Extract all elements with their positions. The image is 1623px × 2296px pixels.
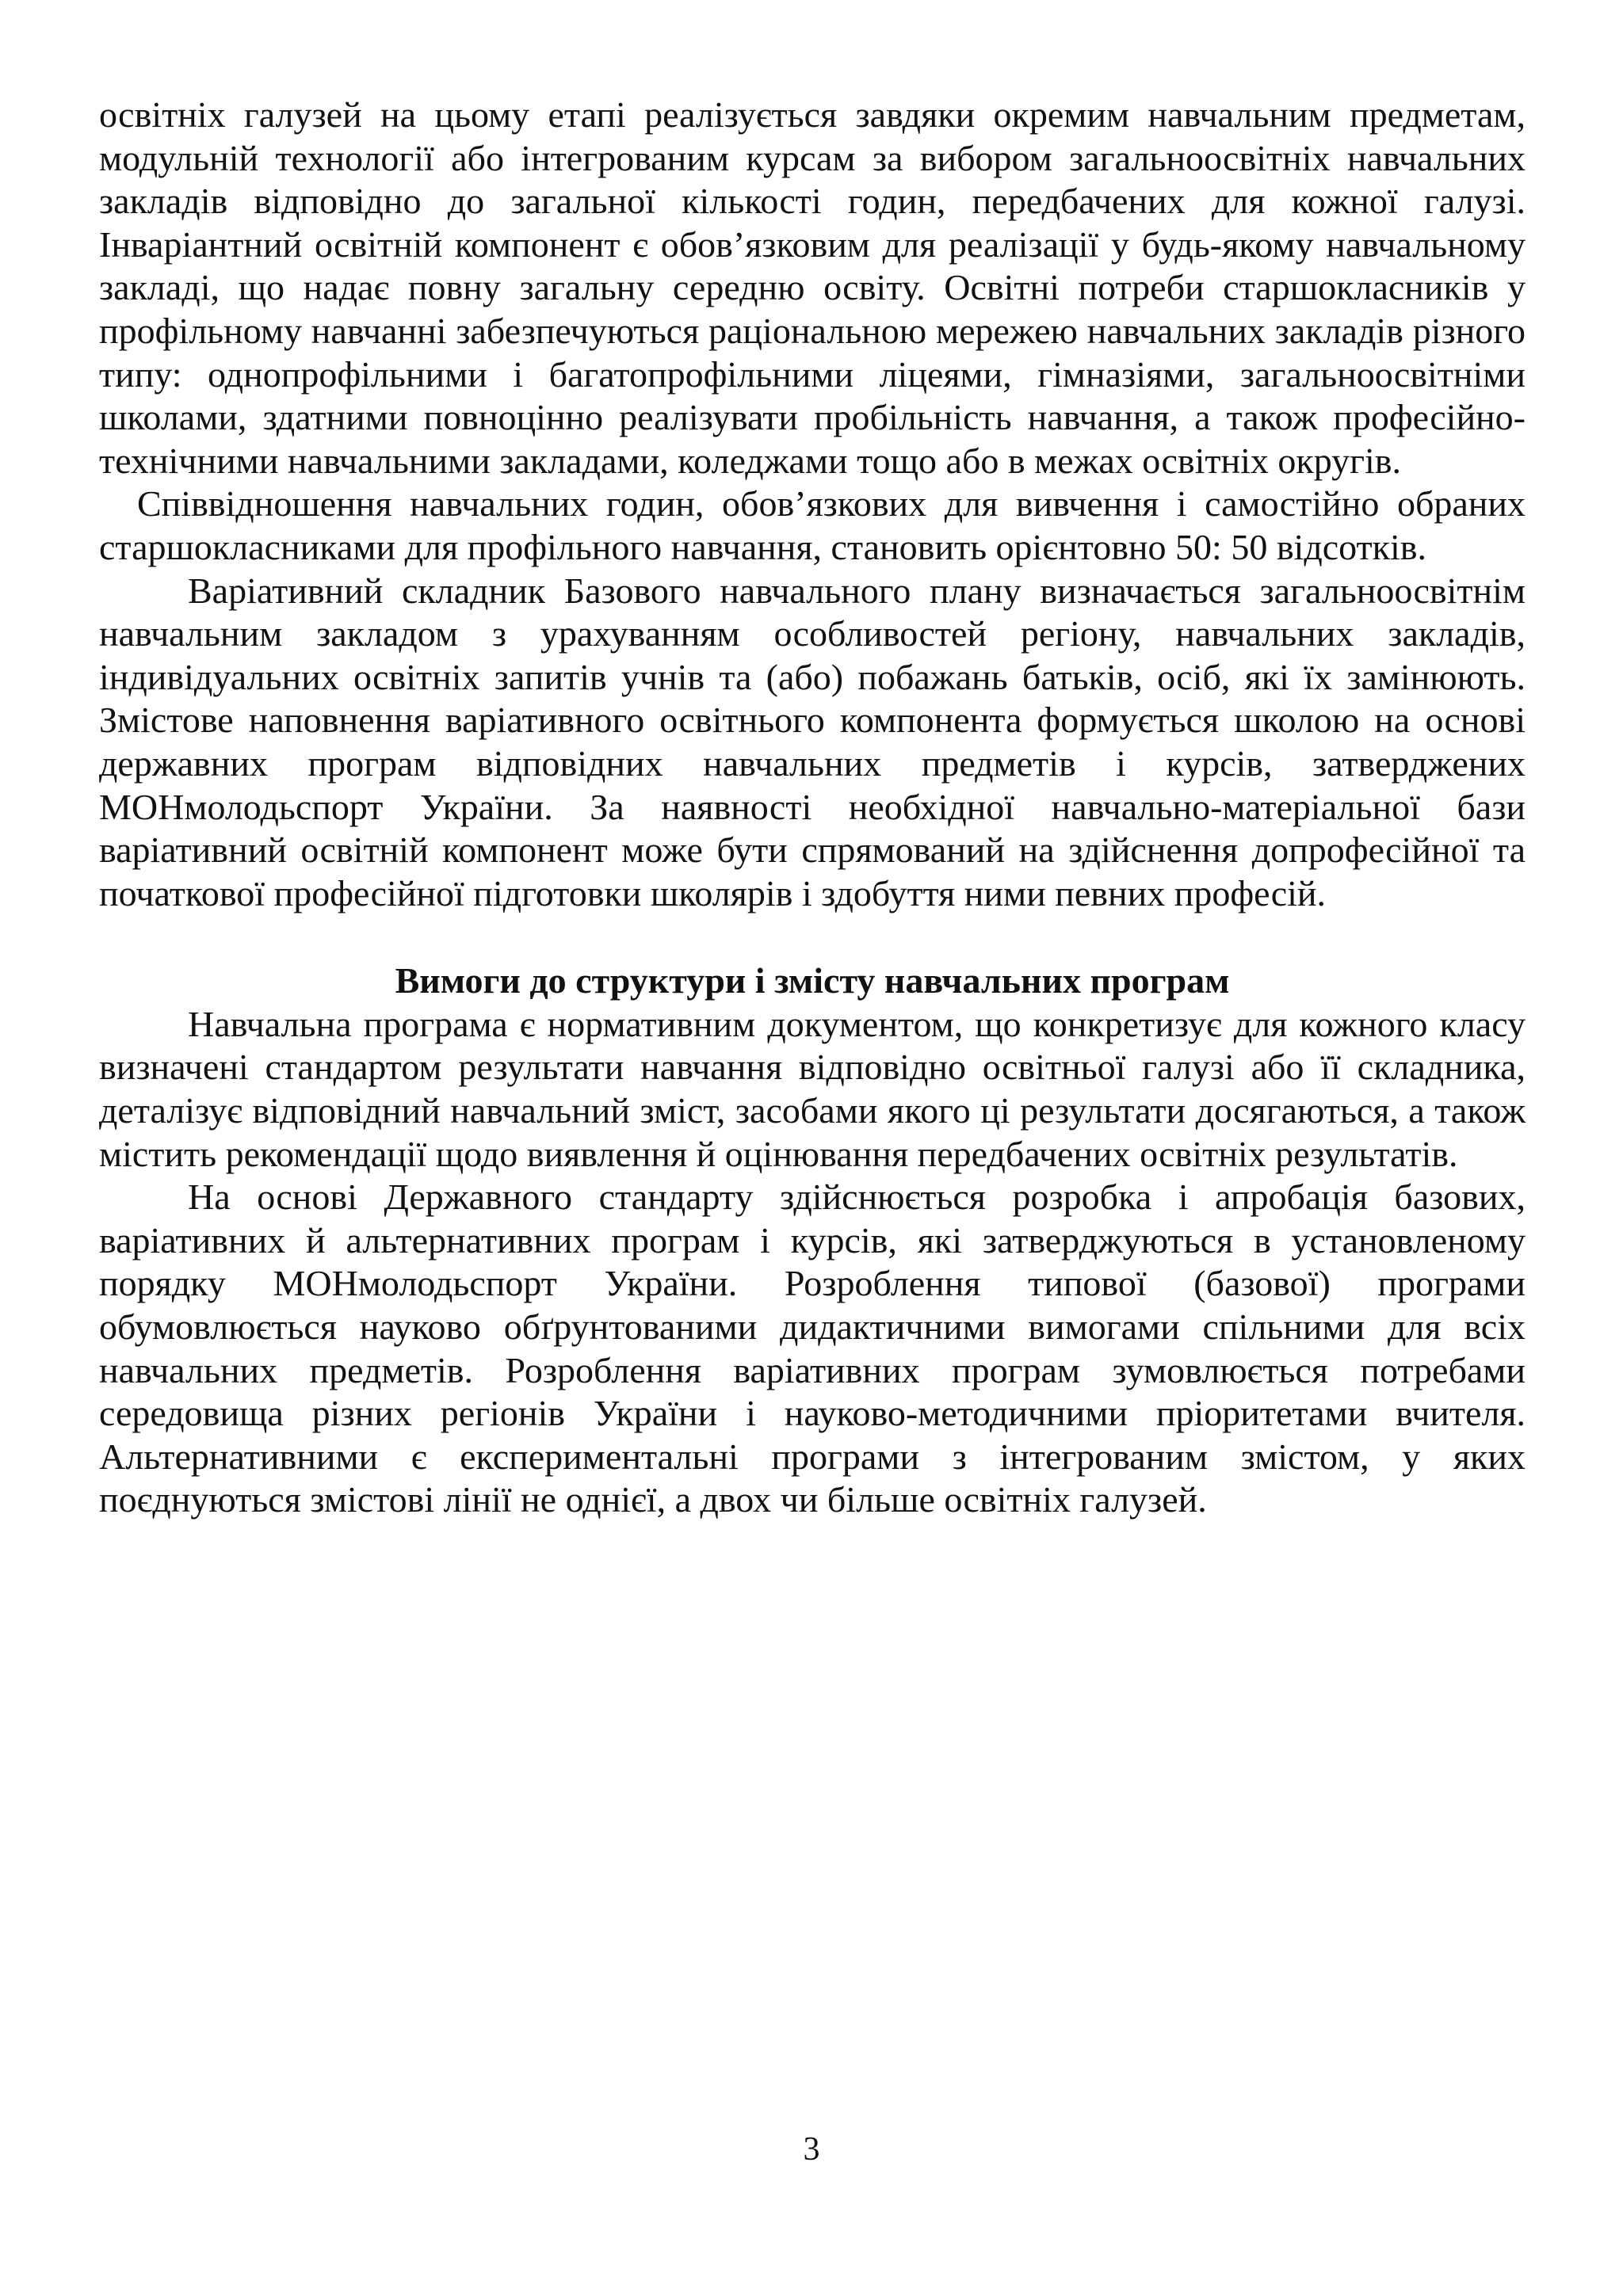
paragraph-program-development: На основі Державного стандарту здійснюється розробка і апробація базових, варіативних й альтернативних програм і курсів, які затверджуються в установленому порядку МОНмолодьспорт України. Розроблення типової (базової) програми обумовлюється науково обґрунтованими дидактичними вимогами спільними для всіх навчальних предметів. Розроблення варіативних програм зумовлюється потребами середовища різних регіонів України і науково-методичними пріоритетами вчителя. Альтернативними є експериментальні програми з інтегрованим змістом, у яких поєднуються змістові лінії не однієї, а двох чи більше освітніх галузей.: [99, 1177, 1526, 1520]
paragraph-curriculum-definition: Навчальна програма є нормативним документом, що конкретизує для кожного класу визначені стандартом результати навчання відповідно освітньої галузі або її складника, деталізує відповідний навчальний зміст, засобами якого ці результати досягаються, а також містить рекомендації щодо виявлення й оцінювання передбачених освітніх результатів.: [99, 1003, 1526, 1174]
paragraph-variative-component: Варіативний складник Базового навчального плану визначається загальноосвітнім навчальним закладом з урахуванням особливостей регіону, навчальних закладів, індивідуальних освітніх запитів учнів та (або) побажань батьків, осіб, які їх замінюють. Змістове наповнення варіативного освітнього компонента формується школою на основі державних програм відповідних навчальних предметів і курсів, затверджених МОНмолодьспорт України. За наявності необхідної навчально-матеріальної бази варіативний освітній компонент може бути спрямований на здійснення допрофесійної та початкової професійної підготовки школярів і здобуття ними певних професій.: [99, 570, 1526, 913]
document-page: [99, 93, 1526, 1522]
paragraph-educational-fields: освітніх галузей на цьому етапі реалізується завдяки окремим навчальним предметам, модульній технології або інтегрованим курсам за вибором загальноосвітніх навчальних закладів відповідно до загальної кількості годин, передбачених для кожної галузі. Інваріантний освітній компонент є обов’язковим для реалізації у будь-якому навчальному закладі, що надає повну загальну середню освіту. Освітні потреби старшокласників у профільному навчанні забезпечуються раціональною мережею навчальних закладів різного типу: однопрофільними і багатопрофільними ліцеями, гімназіями, загальноосвітніми школами, здатними повноцінно реалізувати пробільність навчання, а також професійно-технічними навчальними закладами, коледжами тощо або в межах освітніх округів.: [99, 94, 1526, 481]
paragraph-hours-ratio: Співвідношення навчальних годин, обов’язкових для вивчення і самостійно обраних старшокласниками для профільного навчання, становить орієнтовно 50: 50 відсотків.: [99, 483, 1526, 567]
section-heading: Вимоги до структури і змісту навчальних програм: [395, 960, 1230, 1001]
page-number: 3: [803, 2131, 820, 2168]
